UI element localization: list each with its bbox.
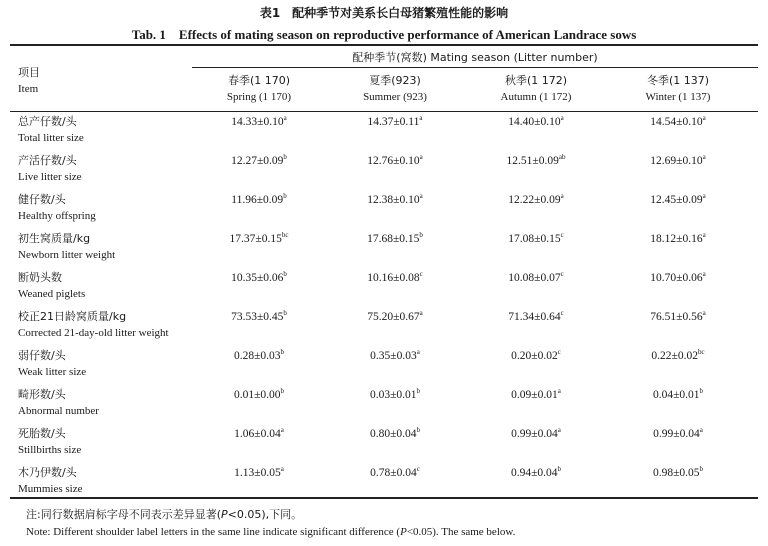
row-label-zh: 初生窝质量/kg <box>18 232 91 245</box>
row-label-en: Corrected 21-day-old litter weight <box>18 327 169 339</box>
row-label-en: Healthy offspring <box>18 210 96 222</box>
value-cell <box>613 349 743 363</box>
value-text: 10.70±0.06 <box>650 272 703 284</box>
value-cell <box>613 310 743 324</box>
significance-letter: c <box>419 270 423 278</box>
season-header-en: Autumn (1 172) <box>500 91 572 103</box>
note-en: Note: Different shoulder label letters in the same line indicate significant difference (P<0.05). The same below. <box>26 526 516 538</box>
value-text: 11.96±0.09 <box>231 194 284 206</box>
value-text: 12.22±0.09 <box>508 194 561 206</box>
value-text: 0.04±0.01 <box>652 389 700 401</box>
value-cell <box>471 154 601 168</box>
value-text: 14.33±0.10 <box>231 116 284 128</box>
table-title-en: Tab. 1 Effects of mating season on reproductive performance of American Landrace sows <box>131 27 637 42</box>
row-label-zh: 畸形数/头 <box>18 388 66 401</box>
top-rule <box>10 44 758 46</box>
value-cell <box>471 310 601 324</box>
significance-letter: a <box>560 114 564 122</box>
significance-letter: b <box>283 309 287 317</box>
value-text: 75.20±0.67 <box>367 311 420 323</box>
row-label-zh: 死胎数/头 <box>18 427 66 440</box>
row-label-zh: 健仔数/头 <box>18 193 66 206</box>
value-cell <box>471 115 601 129</box>
value-text: 0.98±0.05 <box>652 467 700 479</box>
row-label-zh: 产活仔数/头 <box>18 154 77 167</box>
season-header-en: Winter (1 137) <box>645 91 711 103</box>
header-bottom-rule <box>10 111 758 112</box>
row-label-zh: 断奶头数 <box>18 271 62 284</box>
group-header-rule <box>192 67 758 68</box>
row-label-zh: 弱仔数/头 <box>18 349 66 362</box>
significance-letter: a <box>702 192 706 200</box>
value-cell <box>194 466 324 480</box>
value-text: 12.38±0.10 <box>367 194 420 206</box>
significance-letter: bc <box>697 348 705 356</box>
significance-letter: a <box>419 309 423 317</box>
value-cell <box>613 388 743 402</box>
season-header-zh: 冬季(1 137) <box>646 74 710 87</box>
value-cell <box>330 388 460 402</box>
value-text: 12.76±0.10 <box>367 155 420 167</box>
significance-letter: a <box>702 153 706 161</box>
value-text: 10.35±0.06 <box>231 272 284 284</box>
season-group-header: 配种季节(窝数) Mating season (Litter number) <box>352 51 598 64</box>
significance-letter: a <box>702 309 706 317</box>
value-cell <box>613 115 743 129</box>
value-cell <box>330 115 460 129</box>
value-text: 0.01±0.00 <box>233 389 281 401</box>
value-cell <box>471 271 601 285</box>
item-header-zh: 项目 <box>18 66 40 79</box>
row-label-en: Stillbirths size <box>18 444 82 456</box>
significance-letter: a <box>419 192 423 200</box>
season-header-en: Summer (923) <box>363 91 427 103</box>
value-text: 0.20±0.02 <box>511 350 558 362</box>
value-cell <box>330 193 460 207</box>
significance-letter: a <box>280 465 284 473</box>
value-text: 0.80±0.04 <box>369 428 417 440</box>
value-cell <box>330 427 460 441</box>
significance-letter: a <box>560 192 564 200</box>
value-cell <box>613 232 743 246</box>
item-header-en: Item <box>18 83 39 95</box>
value-text: 0.09±0.01 <box>511 389 558 401</box>
table-title-zh: 表1 配种季节对美系长白母猪繁殖性能的影响 <box>259 6 509 20</box>
value-text: 0.22±0.02 <box>651 350 698 362</box>
value-cell <box>194 232 324 246</box>
value-cell <box>613 427 743 441</box>
season-header-zh: 夏季(923) <box>369 74 421 87</box>
significance-letter: c <box>560 309 564 317</box>
significance-letter: a <box>416 348 420 356</box>
value-cell <box>330 466 460 480</box>
significance-letter: b <box>419 231 423 239</box>
value-cell <box>194 310 324 324</box>
value-text: 18.12±0.16 <box>650 233 703 245</box>
row-label-en: Mummies size <box>18 483 83 495</box>
value-text: 17.68±0.15 <box>367 233 420 245</box>
value-text: 17.08±0.15 <box>508 233 561 245</box>
value-cell <box>471 427 601 441</box>
value-cell <box>330 232 460 246</box>
value-text: 0.28±0.03 <box>233 350 281 362</box>
significance-letter: a <box>702 114 706 122</box>
value-cell <box>330 271 460 285</box>
row-label-en: Total litter size <box>18 132 84 144</box>
significance-letter: c <box>416 465 420 473</box>
value-text: 0.78±0.04 <box>370 467 417 479</box>
value-text: 0.94±0.04 <box>510 467 558 479</box>
value-text: 14.54±0.10 <box>650 116 703 128</box>
row-label-en: Weaned piglets <box>18 288 86 300</box>
value-cell <box>613 271 743 285</box>
value-cell <box>194 427 324 441</box>
significance-letter: a <box>702 231 706 239</box>
significance-letter: c <box>560 270 564 278</box>
value-text: 73.53±0.45 <box>231 311 284 323</box>
significance-letter: a <box>419 153 423 161</box>
value-text: 71.34±0.64 <box>508 311 561 323</box>
value-cell <box>471 388 601 402</box>
significance-letter: a <box>280 426 284 434</box>
value-cell <box>613 466 743 480</box>
significance-letter: b <box>557 465 562 473</box>
significance-letter: b <box>416 426 421 434</box>
value-cell <box>613 193 743 207</box>
significance-letter: b <box>699 465 704 473</box>
value-text: 17.37±0.15 <box>229 233 282 245</box>
significance-letter: b <box>699 387 704 395</box>
bottom-rule <box>10 497 758 499</box>
value-cell <box>330 154 460 168</box>
value-text: 14.37±0.11 <box>367 116 420 128</box>
row-label-en: Newborn litter weight <box>18 249 116 261</box>
significance-letter: a <box>699 426 703 434</box>
row-label-en: Abnormal number <box>18 405 99 417</box>
value-text: 12.45±0.09 <box>650 194 703 206</box>
value-text: 1.06±0.04 <box>234 428 281 440</box>
row-label-zh: 木乃伊数/头 <box>18 466 77 479</box>
significance-letter: b <box>416 387 421 395</box>
value-cell <box>471 193 601 207</box>
value-cell <box>471 349 601 363</box>
value-cell <box>330 310 460 324</box>
value-text: 1.13±0.05 <box>234 467 281 479</box>
value-cell <box>194 349 324 363</box>
value-cell <box>194 115 324 129</box>
significance-letter: b <box>280 387 285 395</box>
value-text: 0.03±0.01 <box>369 389 417 401</box>
value-text: 10.16±0.08 <box>367 272 420 284</box>
significance-letter: c <box>560 231 564 239</box>
value-cell <box>194 193 324 207</box>
significance-letter: bc <box>281 231 289 239</box>
significance-letter: a <box>557 426 561 434</box>
significance-letter: b <box>280 348 285 356</box>
value-text: 0.35±0.03 <box>370 350 417 362</box>
significance-letter: c <box>557 348 561 356</box>
row-label-en: Live litter size <box>18 171 82 183</box>
value-cell <box>194 271 324 285</box>
value-text: 14.40±0.10 <box>508 116 561 128</box>
value-text: 0.99±0.04 <box>511 428 558 440</box>
value-cell <box>471 466 601 480</box>
significance-letter: a <box>283 114 287 122</box>
row-label-zh: 校正21日龄窝质量/kg <box>18 310 127 323</box>
significance-letter: a <box>702 270 706 278</box>
season-header-zh: 春季(1 170) <box>227 74 291 87</box>
season-header-en: Spring (1 170) <box>226 91 292 103</box>
value-text: 0.99±0.04 <box>653 428 700 440</box>
significance-letter: ab <box>558 153 566 161</box>
row-label-zh: 总产仔数/头 <box>18 115 77 128</box>
value-cell <box>194 388 324 402</box>
significance-letter: a <box>557 387 561 395</box>
note-zh: 注:同行数据肩标字母不同表示差异显著(P<0.05),下同。 <box>26 508 303 521</box>
value-text: 12.51±0.09 <box>506 155 559 167</box>
value-cell <box>194 154 324 168</box>
value-text: 12.69±0.10 <box>650 155 703 167</box>
season-header-zh: 秋季(1 172) <box>504 74 568 87</box>
value-text: 12.27±0.09 <box>231 155 284 167</box>
significance-letter: a <box>419 114 423 122</box>
row-label-en: Weak litter size <box>18 366 87 378</box>
value-cell <box>613 154 743 168</box>
value-text: 76.51±0.56 <box>650 311 703 323</box>
value-text: 10.08±0.07 <box>508 272 561 284</box>
significance-letter: b <box>283 153 287 161</box>
significance-letter: b <box>283 270 287 278</box>
significance-letter: b <box>283 192 287 200</box>
value-cell <box>471 232 601 246</box>
value-cell <box>330 349 460 363</box>
